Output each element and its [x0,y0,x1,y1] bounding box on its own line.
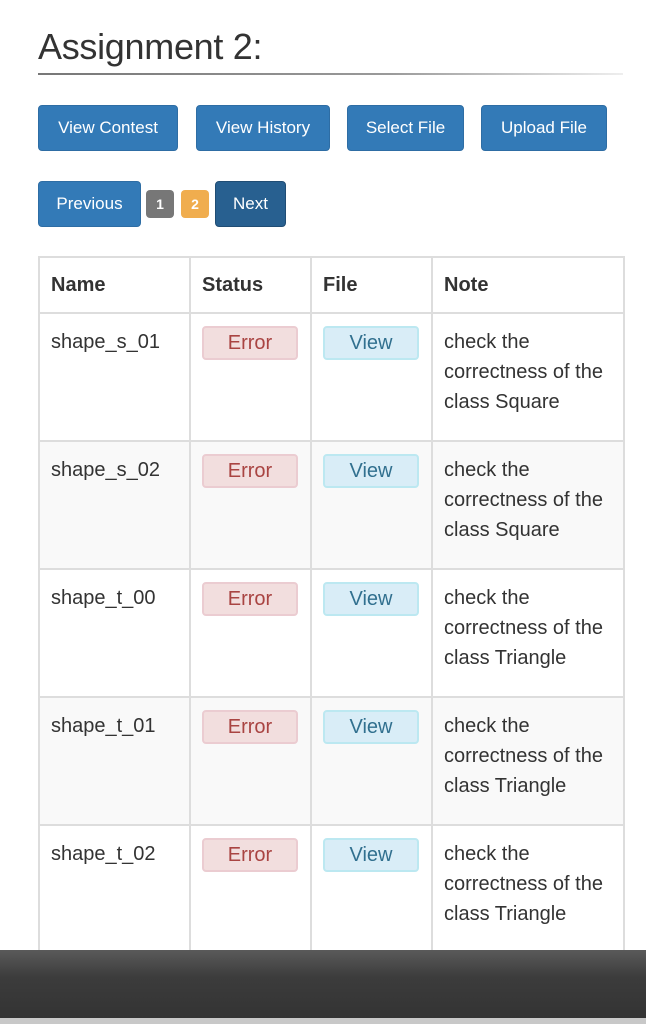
status-badge: Error [202,454,298,488]
status-cell [190,569,311,697]
previous-page-button[interactable]: Previous [38,181,141,227]
column-header-note: Note [432,257,624,313]
status-badge: Error [202,582,298,616]
view-contest-button[interactable]: View Contest [38,105,178,151]
status-cell [190,441,311,569]
view-file-link[interactable]: View [323,838,419,872]
test-name: shape_s_02 [39,441,190,569]
table-row [39,569,624,697]
column-header-status: Status [190,257,311,313]
submissions-table [38,256,625,954]
file-cell [311,569,432,697]
table-header-row [39,257,624,313]
test-note: check the correctness of the class Square [444,459,603,541]
footer-bottom-strip [0,1018,646,1024]
table-row [39,825,624,953]
view-file-link[interactable]: View [323,582,419,616]
page-footer [0,950,646,1018]
status-badge: Error [202,326,298,360]
note-cell [432,697,624,825]
note-cell [432,441,624,569]
test-name: shape_t_00 [39,569,190,697]
note-cell [432,313,624,441]
view-file-link[interactable]: View [323,454,419,488]
status-badge: Error [202,710,298,744]
status-cell [190,825,311,953]
title-divider [38,73,623,75]
test-note: check the correctness of the class Triangle [444,587,603,669]
view-file-link[interactable]: View [323,710,419,744]
test-note: check the correctness of the class Triangle [444,715,603,797]
next-page-button[interactable]: Next [215,181,286,227]
column-header-file: File [311,257,432,313]
note-cell [432,569,624,697]
column-header-name: Name [39,257,190,313]
table-row [39,441,624,569]
test-note: check the correctness of the class Square [444,331,603,413]
view-file-link[interactable]: View [323,326,419,360]
page-title: Assignment 2: [38,26,263,67]
page-1-badge[interactable]: 1 [146,190,174,218]
file-cell [311,441,432,569]
test-name: shape_s_01 [39,313,190,441]
file-cell [311,313,432,441]
select-file-button[interactable]: Select File [347,105,464,151]
table-row [39,697,624,825]
file-cell [311,697,432,825]
test-name: shape_t_02 [39,825,190,953]
test-name: shape_t_01 [39,697,190,825]
file-cell [311,825,432,953]
view-history-button[interactable]: View History [196,105,330,151]
status-badge: Error [202,838,298,872]
upload-file-button[interactable]: Upload File [481,105,607,151]
status-cell [190,697,311,825]
note-cell [432,825,624,953]
status-cell [190,313,311,441]
page-2-badge[interactable]: 2 [181,190,209,218]
test-note: check the correctness of the class Triangle [444,843,603,925]
table-row [39,313,624,441]
